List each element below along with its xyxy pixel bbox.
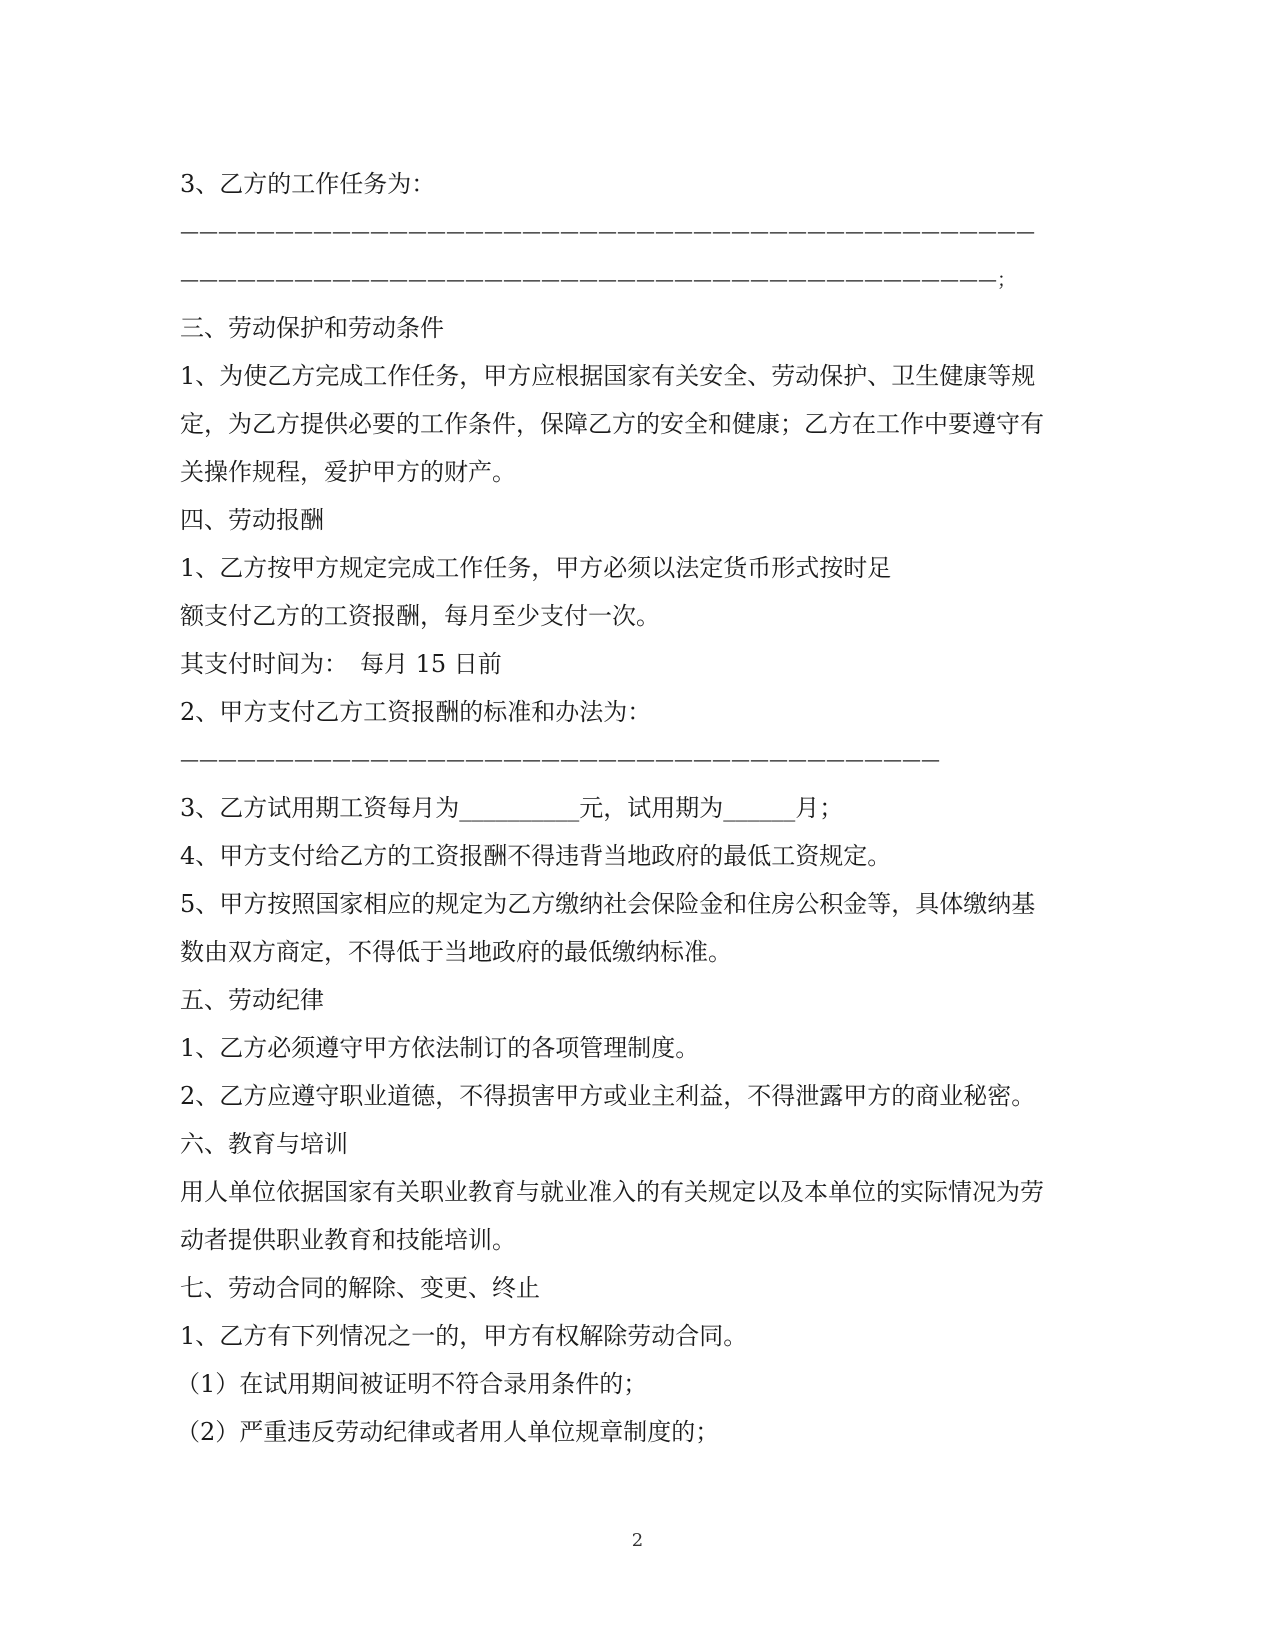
probation-wage-line: 3、乙方试用期工资每月为__________元，试用期为______月； (180, 794, 844, 822)
section-heading-training: 六、教育与培训 (180, 1130, 348, 1158)
paragraph-line: 1、乙方按甲方规定完成工作任务，甲方必须以法定货币形式按时足 (180, 554, 892, 582)
paragraph-line: 1、乙方必须遵守甲方依法制订的各项管理制度。 (180, 1034, 700, 1062)
paragraph-line: 数由双方商定，不得低于当地政府的最低缴纳标准。 (180, 938, 732, 966)
fill-in-blank-line: ———————————————————————————————————————— (180, 749, 940, 771)
paragraph-line: 关操作规程，爱护甲方的财产。 (180, 458, 516, 486)
payment-time-line: 其支付时间为： 每月 15 日前 (180, 650, 502, 678)
paragraph-line: 额支付乙方的工资报酬，每月至少支付一次。 (180, 602, 660, 630)
clause-work-task: 3、乙方的工作任务为： (180, 170, 436, 198)
paragraph-line: 5、甲方按照国家相应的规定为乙方缴纳社会保险金和住房公积金等，具体缴纳基 (180, 890, 1036, 918)
list-item: （1）在试用期间被证明不符合录用条件的； (176, 1370, 648, 1398)
page-number: 2 (631, 1530, 644, 1551)
document-body (176, 160, 1080, 1456)
section-heading-discipline: 五、劳动纪律 (180, 986, 324, 1014)
paragraph-line: 4、甲方支付给乙方的工资报酬不得违背当地政府的最低工资规定。 (180, 842, 892, 870)
paragraph-line: 1、乙方有下列情况之一的，甲方有权解除劳动合同。 (180, 1322, 748, 1350)
paragraph-line: 1、为使乙方完成工作任务，甲方应根据国家有关安全、劳动保护、卫生健康等规 (180, 362, 1036, 390)
paragraph-line: 用人单位依据国家有关职业教育与就业准入的有关规定以及本单位的实际情况为劳 (180, 1178, 1044, 1206)
section-heading-remuneration: 四、劳动报酬 (180, 506, 324, 534)
list-item: （2）严重违反劳动纪律或者用人单位规章制度的； (176, 1418, 720, 1446)
paragraph-line: 2、甲方支付乙方工资报酬的标准和办法为： (180, 698, 652, 726)
paragraph-line: 动者提供职业教育和技能培训。 (180, 1226, 516, 1254)
section-heading-termination: 七、劳动合同的解除、变更、终止 (180, 1274, 540, 1302)
section-heading-protection: 三、劳动保护和劳动条件 (180, 314, 444, 342)
fill-in-blank-line: ————————————————————————————————————————————— (180, 221, 1035, 243)
paragraph-line: 定，为乙方提供必要的工作条件，保障乙方的安全和健康；乙方在工作中要遵守有 (180, 410, 1044, 438)
paragraph-line: 2、乙方应遵守职业道德，不得损害甲方或业主利益，不得泄露甲方的商业秘密。 (180, 1082, 1036, 1110)
fill-in-blank-line: ———————————————————————————————————————————； (180, 269, 1017, 291)
